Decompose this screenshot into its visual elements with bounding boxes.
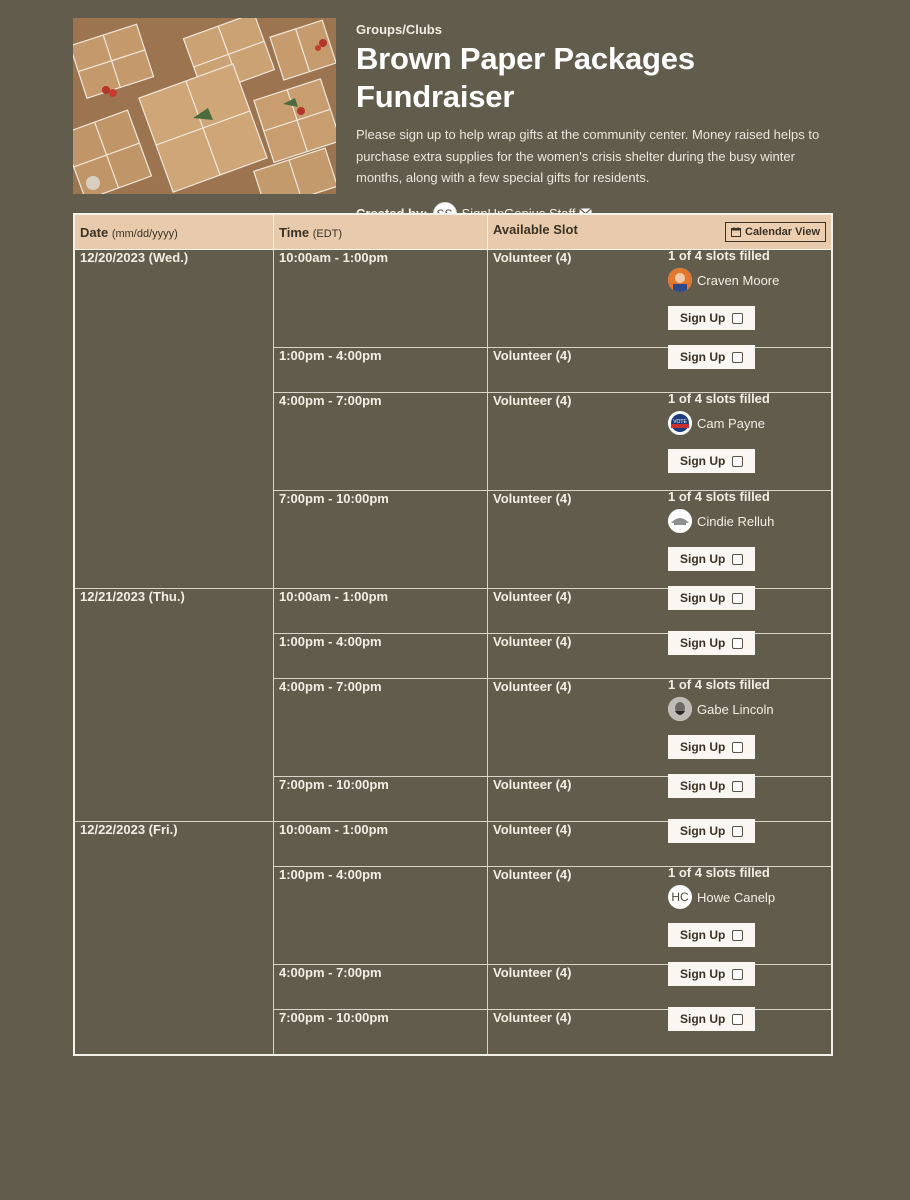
participant-name: Craven Moore	[697, 272, 780, 288]
calendar-icon	[731, 227, 741, 237]
slot-cell	[488, 491, 833, 589]
time-cell: 4:00pm - 7:00pm	[274, 965, 488, 1010]
slot-name: Volunteer (4)	[493, 589, 572, 604]
participant	[668, 697, 826, 721]
date-cell: 12/20/2023 (Wed.)	[74, 250, 274, 589]
sign-up-button[interactable]: Sign Up	[668, 1007, 755, 1031]
sign-up-button[interactable]: Sign Up	[668, 962, 755, 986]
signup-checkbox[interactable]	[732, 593, 743, 604]
participant-name: Cam Payne	[697, 415, 765, 431]
slots-filled-count: 1 of 4 slots filled	[668, 865, 770, 880]
sign-up-button[interactable]: Sign Up	[668, 586, 755, 610]
participant-avatar	[668, 697, 692, 721]
event-header	[73, 18, 833, 198]
sign-up-button[interactable]: Sign Up	[668, 306, 755, 330]
time-cell: 7:00pm - 10:00pm	[274, 491, 488, 589]
slot-name: Volunteer (4)	[493, 634, 572, 649]
event-image	[73, 18, 336, 194]
slot-cell	[488, 1010, 833, 1056]
table-row	[74, 822, 832, 867]
participant-avatar	[668, 411, 692, 435]
sign-up-button[interactable]: Sign Up	[668, 449, 755, 473]
slot-name: Volunteer (4)	[493, 867, 572, 882]
signup-checkbox[interactable]	[732, 352, 743, 363]
slot-cell	[488, 589, 833, 634]
signup-checkbox[interactable]	[732, 313, 743, 324]
participant	[668, 411, 826, 435]
slot-cell	[488, 965, 833, 1010]
slot-cell	[488, 393, 833, 491]
signup-checkbox[interactable]	[732, 554, 743, 565]
signup-checkbox[interactable]	[732, 638, 743, 649]
event-category: Groups/Clubs	[356, 22, 442, 37]
signup-table	[73, 213, 833, 1056]
time-cell: 1:00pm - 4:00pm	[274, 348, 488, 393]
sign-up-button[interactable]: Sign Up	[668, 631, 755, 655]
slot-name: Volunteer (4)	[493, 1010, 572, 1025]
slot-cell	[488, 822, 833, 867]
slot-name: Volunteer (4)	[493, 965, 572, 980]
participant-name: Gabe Lincoln	[697, 701, 774, 717]
sign-up-button[interactable]: Sign Up	[668, 735, 755, 759]
slots-filled-count: 1 of 4 slots filled	[668, 489, 770, 504]
slot-cell	[488, 679, 833, 777]
date-cell: 12/21/2023 (Thu.)	[74, 589, 274, 822]
time-cell: 1:00pm - 4:00pm	[274, 867, 488, 965]
participant-name: Cindie Relluh	[697, 513, 775, 529]
signup-checkbox[interactable]	[732, 826, 743, 837]
time-cell: 1:00pm - 4:00pm	[274, 634, 488, 679]
participant-name: Howe Canelp	[697, 889, 776, 905]
calendar-view-button[interactable]: Calendar View	[725, 222, 826, 242]
sign-up-button[interactable]: Sign Up	[668, 345, 755, 369]
slot-name: Volunteer (4)	[493, 822, 572, 837]
table-row	[74, 589, 832, 634]
participant	[668, 268, 826, 292]
slots-filled-count: 1 of 4 slots filled	[668, 248, 770, 263]
col-date: Date (mm/dd/yyyy)	[74, 214, 274, 250]
event-description: Please sign up to help wrap gifts at the community center. Money raised helps to purchase extra supplies for the women's crisis shelter during the busy winter months, along with a few special gifts for residents.	[356, 127, 820, 185]
signup-checkbox[interactable]	[732, 456, 743, 467]
participant-avatar	[668, 268, 692, 292]
signup-checkbox[interactable]	[732, 742, 743, 753]
slots-filled-count: 1 of 4 slots filled	[668, 677, 770, 692]
slot-cell	[488, 250, 833, 348]
sign-up-button[interactable]: Sign Up	[668, 819, 755, 843]
time-cell: 4:00pm - 7:00pm	[274, 393, 488, 491]
col-slot: Available Slot Calendar View	[488, 214, 833, 250]
time-cell: 10:00am - 1:00pm	[274, 589, 488, 634]
svg-text:VOTE: VOTE	[673, 419, 687, 425]
time-cell: 7:00pm - 10:00pm	[274, 1010, 488, 1056]
slot-name: Volunteer (4)	[493, 491, 572, 506]
sign-up-button[interactable]: Sign Up	[668, 774, 755, 798]
participant-avatar	[668, 509, 692, 533]
time-cell: 4:00pm - 7:00pm	[274, 679, 488, 777]
slot-name: Volunteer (4)	[493, 679, 572, 694]
participant	[668, 885, 826, 909]
page-title: Brown Paper Packages Fundraiser	[356, 41, 695, 114]
table-row	[74, 250, 832, 348]
participant	[668, 509, 826, 533]
slot-name: Volunteer (4)	[493, 393, 572, 408]
time-cell: 7:00pm - 10:00pm	[274, 777, 488, 822]
slot-name: Volunteer (4)	[493, 777, 572, 792]
slot-cell	[488, 867, 833, 965]
slot-cell	[488, 348, 833, 393]
col-time: Time (EDT)	[274, 214, 488, 250]
signup-checkbox[interactable]	[732, 969, 743, 980]
signup-checkbox[interactable]	[732, 781, 743, 792]
slots-filled-count: 1 of 4 slots filled	[668, 391, 770, 406]
sign-up-button[interactable]: Sign Up	[668, 923, 755, 947]
date-cell: 12/22/2023 (Fri.)	[74, 822, 274, 1056]
slot-name: Volunteer (4)	[493, 348, 572, 363]
signup-checkbox[interactable]	[732, 1014, 743, 1025]
signup-checkbox[interactable]	[732, 930, 743, 941]
slot-cell	[488, 634, 833, 679]
slot-cell	[488, 777, 833, 822]
sign-up-button[interactable]: Sign Up	[668, 547, 755, 571]
time-cell: 10:00am - 1:00pm	[274, 822, 488, 867]
slot-name: Volunteer (4)	[493, 250, 572, 265]
participant-avatar: HC	[668, 885, 692, 909]
time-cell: 10:00am - 1:00pm	[274, 250, 488, 348]
